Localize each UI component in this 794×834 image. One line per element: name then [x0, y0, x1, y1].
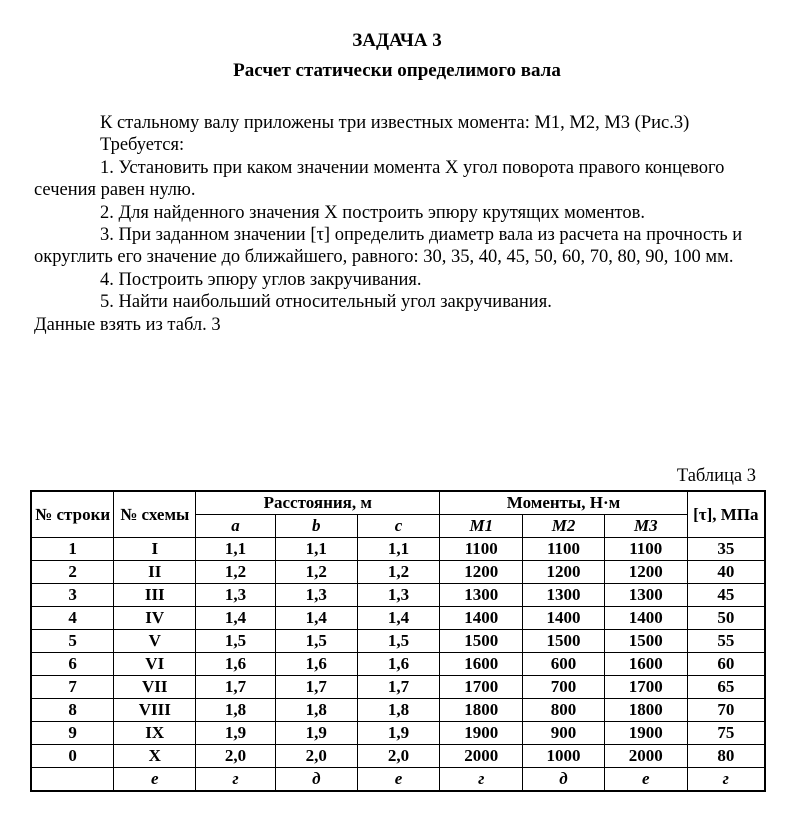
data-table: [30, 490, 766, 792]
table-row: [31, 699, 765, 722]
table-cell: 900: [523, 722, 605, 745]
table-cell: 1,1: [357, 538, 440, 561]
table-cell: 1200: [604, 561, 687, 584]
letter-cell: е: [114, 768, 196, 792]
table-cell: 75: [687, 722, 765, 745]
requirement-5: 5. Найти наибольший относительный угол закручивания.: [100, 292, 552, 313]
task-body: [34, 112, 754, 336]
task-subtitle: Расчет статически определимого вала: [233, 60, 561, 81]
table-cell: 1,3: [357, 584, 440, 607]
table-cell: 1,1: [275, 538, 357, 561]
table-cell: 600: [523, 653, 605, 676]
table-cell: IV: [114, 607, 196, 630]
table-cell: 1,8: [357, 699, 440, 722]
subheader-m3: M3: [604, 515, 687, 538]
table-cell: 70: [687, 699, 765, 722]
table-cell: 1400: [440, 607, 523, 630]
table-cell: 65: [687, 676, 765, 699]
letter-cell: е: [357, 768, 440, 792]
table-cell: 1100: [523, 538, 605, 561]
subheader-b: b: [275, 515, 357, 538]
data-note: Данные взять из табл. 3: [34, 314, 221, 335]
table-row: [31, 561, 765, 584]
table-cell: 80: [687, 745, 765, 768]
table-cell: 1,7: [357, 676, 440, 699]
table-cell: II: [114, 561, 196, 584]
letter-cell: г: [440, 768, 523, 792]
table-cell: 1,6: [275, 653, 357, 676]
table-cell: 700: [523, 676, 605, 699]
table-cell: 1300: [604, 584, 687, 607]
table-cell: 1: [31, 538, 114, 561]
letter-cell: г: [196, 768, 276, 792]
table-cell: I: [114, 538, 196, 561]
table-cell: V: [114, 630, 196, 653]
table-cell: 1,9: [196, 722, 276, 745]
table-cell: 1300: [440, 584, 523, 607]
table-cell: 3: [31, 584, 114, 607]
letter-row: [31, 768, 765, 792]
table-cell: 35: [687, 538, 765, 561]
table-row: [31, 538, 765, 561]
table-cell: III: [114, 584, 196, 607]
table-cell: 800: [523, 699, 605, 722]
table-cell: 1700: [440, 676, 523, 699]
table-cell: 1,8: [196, 699, 276, 722]
letter-cell: д: [275, 768, 357, 792]
table-row: [31, 722, 765, 745]
table-cell: 1,3: [196, 584, 276, 607]
table-cell: 1500: [440, 630, 523, 653]
requirement-heading: Требуется:: [100, 135, 185, 156]
table-cell: 7: [31, 676, 114, 699]
table-cell: 1200: [440, 561, 523, 584]
intro-paragraph: К стальному валу приложены три известных момента: M1, M2, M3 (Рис.3): [100, 113, 690, 133]
requirement-1: 1. Установить при каком значении момента X угол поворота правого концевого сечения равен нулю.: [34, 157, 725, 201]
table-cell: 1300: [523, 584, 605, 607]
table-cell: 1400: [604, 607, 687, 630]
table-cell: 1500: [523, 630, 605, 653]
subheader-m1: M1: [440, 515, 523, 538]
table-cell: 1,5: [357, 630, 440, 653]
table-cell: 1,2: [196, 561, 276, 584]
table-cell: 6: [31, 653, 114, 676]
table-cell: 1,4: [196, 607, 276, 630]
table-cell: VI: [114, 653, 196, 676]
table-cell: 1,9: [275, 722, 357, 745]
table-cell: 1600: [440, 653, 523, 676]
letter-cell: е: [604, 768, 687, 792]
table-cell: 1,6: [357, 653, 440, 676]
requirement-3: 3. При заданном значении [τ] определить диаметр вала из расчета на прочность и округлить его значение до ближайшего, равного: 30, 35, 40, 45, 50, 60, 70, 80, 90, 100 мм.: [34, 225, 743, 268]
table-cell: VIII: [114, 699, 196, 722]
table-cell: 1,2: [275, 561, 357, 584]
table-cell: 1,4: [275, 607, 357, 630]
table-cell: 1,9: [357, 722, 440, 745]
table-row: [31, 607, 765, 630]
letter-cell: д: [523, 768, 605, 792]
letter-cell: г: [687, 768, 765, 792]
table-cell: 2,0: [275, 745, 357, 768]
table-cell: 1,6: [196, 653, 276, 676]
table-cell: 1800: [440, 699, 523, 722]
table-cell: 1900: [440, 722, 523, 745]
letter-cell: [31, 768, 114, 792]
table-cell: VII: [114, 676, 196, 699]
table-cell: 2000: [604, 745, 687, 768]
table-cell: 1000: [523, 745, 605, 768]
table-cell: 4: [31, 607, 114, 630]
header-scheme-number: № схемы: [114, 491, 196, 538]
table-cell: 1,7: [196, 676, 276, 699]
table-row: [31, 676, 765, 699]
subheader-m2: M2: [523, 515, 605, 538]
table-cell: IX: [114, 722, 196, 745]
table-cell: 45: [687, 584, 765, 607]
table-cell: 1700: [604, 676, 687, 699]
table-cell: 1,1: [196, 538, 276, 561]
table-cell: 55: [687, 630, 765, 653]
task-title: ЗАДАЧА 3: [352, 30, 442, 51]
requirement-2: 2. Для найденного значения X построить эпюру крутящих моментов.: [100, 202, 646, 223]
header-tau: [τ], МПа: [687, 491, 765, 538]
subheader-c: c: [357, 515, 440, 538]
table-cell: 40: [687, 561, 765, 584]
table-cell: 50: [687, 607, 765, 630]
header-distances: Расстояния, м: [196, 491, 440, 515]
table-cell: 1,5: [196, 630, 276, 653]
table-cell: 1500: [604, 630, 687, 653]
table-cell: 1600: [604, 653, 687, 676]
table-cell: 2000: [440, 745, 523, 768]
table-caption: Таблица 3: [676, 466, 756, 486]
table-cell: 1,7: [275, 676, 357, 699]
table-cell: 2,0: [196, 745, 276, 768]
table-row: [31, 745, 765, 768]
table-cell: 1400: [523, 607, 605, 630]
header-row-number: № строки: [31, 491, 114, 538]
table-cell: 1,5: [275, 630, 357, 653]
table-cell: 1,2: [357, 561, 440, 584]
table-cell: 9: [31, 722, 114, 745]
table-cell: 5: [31, 630, 114, 653]
table-row: [31, 630, 765, 653]
table-cell: 1,3: [275, 584, 357, 607]
table-cell: 60: [687, 653, 765, 676]
subheader-a: a: [196, 515, 276, 538]
table-cell: 2,0: [357, 745, 440, 768]
table-cell: 1100: [604, 538, 687, 561]
table-cell: 1,8: [275, 699, 357, 722]
table-cell: 1900: [604, 722, 687, 745]
table-cell: 1200: [523, 561, 605, 584]
requirement-4: 4. Построить эпюру углов закручивания.: [100, 269, 422, 290]
table-cell: 8: [31, 699, 114, 722]
table-cell: X: [114, 745, 196, 768]
table-cell: 0: [31, 745, 114, 768]
table-cell: 2: [31, 561, 114, 584]
table-cell: 1800: [604, 699, 687, 722]
table-cell: 1100: [440, 538, 523, 561]
table-row: [31, 584, 765, 607]
table-row: [31, 653, 765, 676]
header-moments: Моменты, Н·м: [440, 491, 687, 515]
table-cell: 1,4: [357, 607, 440, 630]
